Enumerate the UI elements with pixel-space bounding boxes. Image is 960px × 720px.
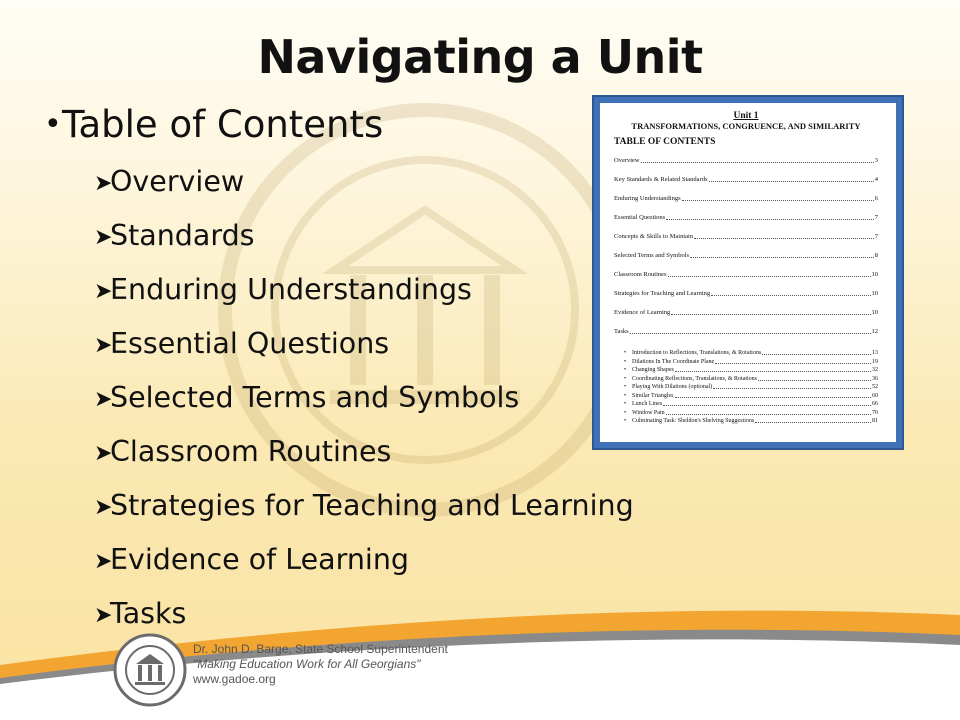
dot-leader <box>755 417 871 423</box>
document-toc-label: Strategies for Teaching and Learning <box>614 290 711 297</box>
document-toc-page: 10 <box>871 309 878 316</box>
dot-leader <box>666 214 874 220</box>
document-toc-page: 8 <box>874 252 878 259</box>
dot-leader <box>762 349 871 355</box>
document-task-label: Playing With Dilations (optional) <box>632 384 713 390</box>
bullet-dot-icon: • <box>624 350 627 356</box>
bullet-dot-icon: • <box>624 384 627 390</box>
document-task-label: Lunch Lines <box>632 401 663 407</box>
document-task-row <box>624 400 878 409</box>
dot-leader <box>682 195 874 201</box>
arrow-bullet-icon: ➤ <box>94 225 113 250</box>
list-item-label: Strategies for Teaching and Learning <box>110 489 634 522</box>
document-toc-row <box>614 233 878 252</box>
document-toc-label: Classroom Routines <box>614 271 667 278</box>
bullet-dot-icon: • <box>624 401 627 407</box>
dot-leader <box>630 328 871 334</box>
document-toc-page: 10 <box>871 290 878 297</box>
footer-text <box>193 642 448 687</box>
document-toc-row <box>614 328 878 347</box>
document-toc-label: Essential Questions <box>614 214 666 221</box>
dot-leader <box>694 233 874 239</box>
document-toc-label: Evidence of Learning <box>614 309 671 316</box>
dot-leader <box>713 383 871 389</box>
arrow-bullet-icon: ➤ <box>94 603 113 628</box>
document-toc-label: Tasks <box>614 328 629 335</box>
document-toc-row <box>614 176 878 195</box>
document-heading: TRANSFORMATIONS, CONGRUENCE, AND SIMILARITY <box>631 121 861 131</box>
document-task-row <box>624 358 878 367</box>
list-item <box>94 435 634 489</box>
dot-leader <box>675 366 871 372</box>
document-toc-label: Key Standards & Related Standards <box>614 176 708 183</box>
dot-leader <box>711 290 870 296</box>
document-toc-row <box>614 252 878 271</box>
document-toc-entries <box>614 157 878 347</box>
main-bullet <box>44 103 383 146</box>
dot-leader <box>690 252 874 258</box>
document-task-row <box>624 409 878 418</box>
list-item-label: Enduring Understandings <box>110 273 472 306</box>
document-toc-row <box>614 271 878 290</box>
arrow-bullet-icon: ➤ <box>94 387 113 412</box>
bullet-dot-icon: • <box>624 418 627 424</box>
dot-leader <box>668 271 871 277</box>
arrow-bullet-icon: ➤ <box>94 279 113 304</box>
document-task-page: 70 <box>872 409 878 416</box>
list-item <box>94 489 634 543</box>
dot-leader <box>758 375 871 381</box>
document-task-row <box>624 392 878 401</box>
document-task-label: Window Pain <box>632 409 665 416</box>
dot-leader <box>671 309 870 315</box>
document-task-label: Coordinating Reflections, Translations, & Rotations <box>632 375 757 382</box>
department-seal-logo <box>112 632 188 708</box>
document-toc-label: Enduring Understandings <box>614 195 681 202</box>
document-thumbnail <box>592 95 904 450</box>
bullet-dot-icon: • <box>624 392 627 399</box>
document-toc-page: 12 <box>871 328 878 335</box>
list-item-label: Evidence of Learning <box>110 543 409 576</box>
footer-superintendent: Dr. John D. Barge, State School Superintendent <box>193 642 448 656</box>
document-toc-page: 3 <box>874 157 878 164</box>
document-toc-page: 7 <box>874 233 878 240</box>
document-task-label: Introduction to Reflections, Translations, & Rotations <box>632 350 762 356</box>
document-toc-row <box>614 195 878 214</box>
document-task-page: 52 <box>872 384 878 390</box>
document-toc-page: 4 <box>874 176 878 183</box>
document-toc-row <box>614 309 878 328</box>
dot-leader <box>709 176 874 182</box>
document-task-label: Changing Shapes <box>632 367 674 373</box>
document-toc-page: 6 <box>874 195 878 202</box>
arrow-bullet-icon: ➤ <box>94 441 113 466</box>
bullet-dot-icon: • <box>624 375 627 382</box>
document-toc-row <box>614 290 878 309</box>
bullet-dot-icon: • <box>44 107 62 142</box>
document-toc-page: 7 <box>874 214 878 221</box>
dot-leader <box>675 392 871 398</box>
document-task-list <box>614 349 878 426</box>
document-task-page: 19 <box>872 358 878 365</box>
document-task-page: 36 <box>872 375 878 382</box>
document-task-row <box>624 417 878 426</box>
document-task-label: Similar Triangles <box>632 392 674 399</box>
document-page <box>600 103 896 442</box>
bullet-dot-icon: • <box>624 358 627 365</box>
bullet-dot-icon: • <box>624 409 627 416</box>
document-toc-label: Concepts & Skills to Maintain <box>614 233 694 240</box>
dot-leader <box>641 157 874 163</box>
list-item-label: Selected Terms and Symbols <box>110 381 520 414</box>
list-item <box>94 543 634 597</box>
document-toc-row <box>614 157 878 176</box>
list-item <box>94 219 634 273</box>
document-toc-page: 10 <box>871 271 878 278</box>
document-task-page: 81 <box>872 418 878 424</box>
document-task-row <box>624 383 878 392</box>
list-item-label: Essential Questions <box>110 327 390 360</box>
dot-leader <box>666 409 871 415</box>
list-item <box>94 165 634 219</box>
document-task-row <box>624 375 878 384</box>
document-toc-title: TABLE OF CONTENTS <box>614 137 716 147</box>
list-item-label: Standards <box>110 219 255 252</box>
bullet-dot-icon: • <box>624 367 627 373</box>
arrow-bullet-icon: ➤ <box>94 171 113 196</box>
arrow-bullet-icon: ➤ <box>94 495 113 520</box>
document-task-page: 60 <box>872 392 878 399</box>
document-task-page: 32 <box>872 367 878 373</box>
dot-leader <box>715 358 871 364</box>
document-task-page: 66 <box>872 401 878 407</box>
list-item <box>94 381 634 435</box>
slide-title: Navigating a Unit <box>257 30 703 84</box>
dot-leader <box>663 400 871 406</box>
document-task-row <box>624 349 878 358</box>
list-item-label: Classroom Routines <box>110 435 392 468</box>
footer-motto: "Making Education Work for All Georgians" <box>193 657 421 671</box>
document-task-row <box>624 366 878 375</box>
document-unit-label: Unit 1 <box>733 111 759 121</box>
document-task-page: 13 <box>872 350 878 356</box>
document-toc-label: Selected Terms and Symbols <box>614 252 690 259</box>
main-bullet-label: Table of Contents <box>62 103 384 146</box>
document-task-label: Culminating Task: Sheldon's Shelving Suggestions <box>632 418 755 424</box>
sub-bullet-list <box>94 165 634 651</box>
list-item <box>94 273 634 327</box>
list-item-label: Overview <box>110 165 245 198</box>
document-task-label: Dilations In The Coordinate Plane <box>632 358 715 365</box>
arrow-bullet-icon: ➤ <box>94 549 113 574</box>
list-item <box>94 327 634 381</box>
arrow-bullet-icon: ➤ <box>94 333 113 358</box>
document-toc-row <box>614 214 878 233</box>
footer-website-link[interactable]: www.gadoe.org <box>193 672 276 686</box>
document-toc-label: Overview <box>614 157 640 164</box>
list-item-label: Tasks <box>110 597 187 630</box>
